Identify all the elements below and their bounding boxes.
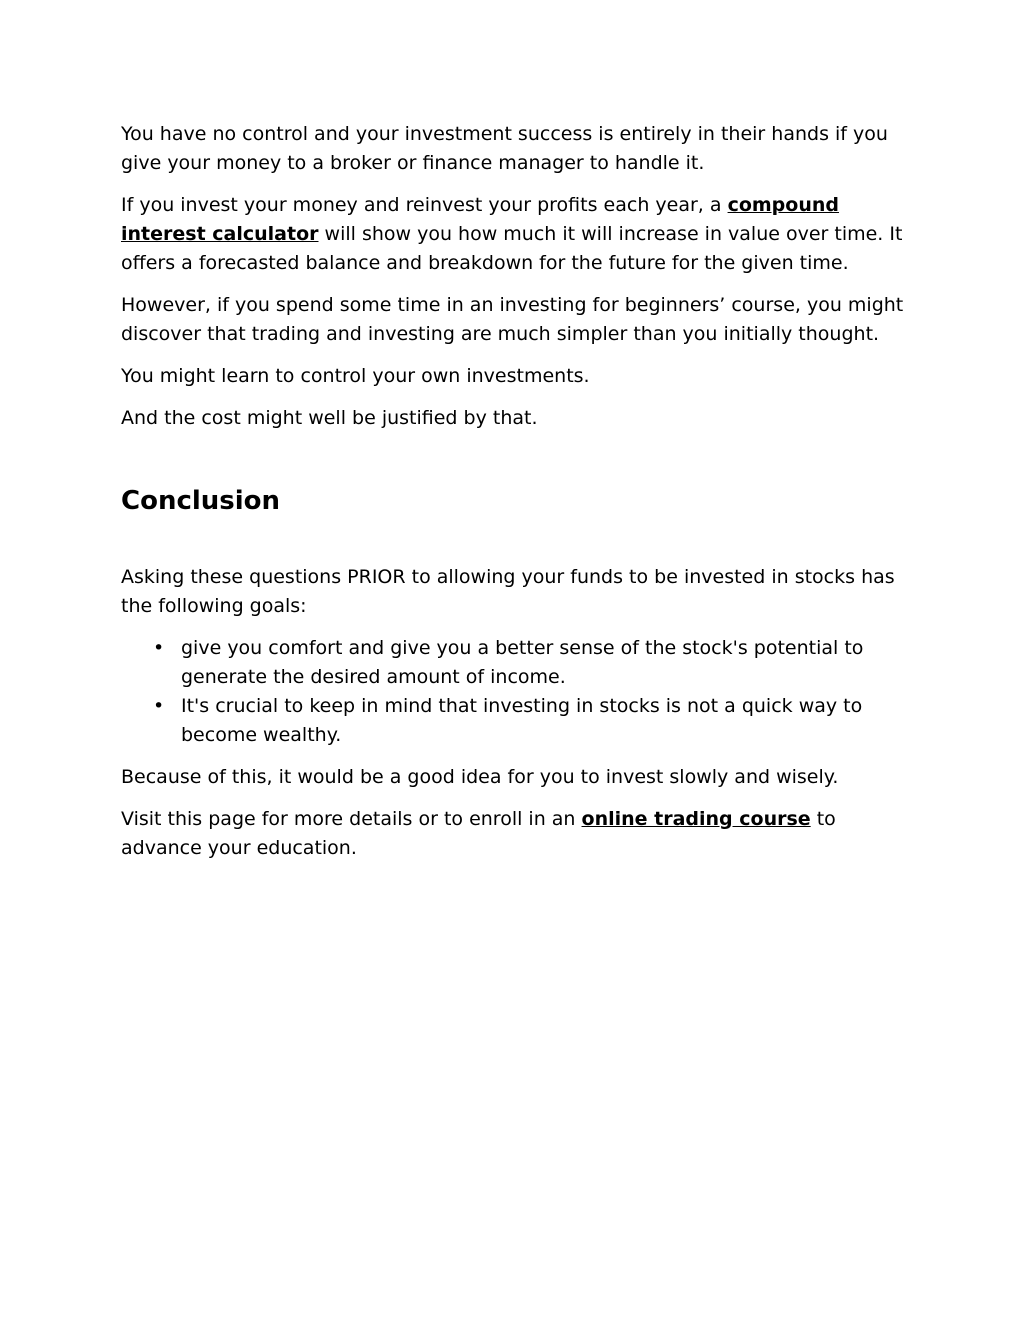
online-trading-course-link[interactable]: online trading course: [581, 808, 811, 830]
bullet-icon: •: [153, 637, 165, 659]
conclusion-heading: Conclusion: [121, 486, 281, 516]
paragraph-text: to advance your education.: [121, 808, 836, 859]
paragraph-text: will show you how much it will increase in value over time. It offers a forecasted balance and breakdown for the future for the given time.: [121, 223, 903, 274]
paragraph-compound-interest: [121, 191, 911, 278]
conclusion-intro: Asking these questions PRIOR to allowing your funds to be invested in stocks has the following goals:: [121, 566, 895, 617]
paragraph-broker-control: You have no control and your investment success is entirely in their hands if you give your money to a broker or finance manager to handle it.: [121, 123, 888, 174]
paragraph-control-investments: You might learn to control your own investments.: [121, 365, 590, 387]
paragraph-invest-slowly: Because of this, it would be a good idea for you to invest slowly and wisely.: [121, 766, 839, 788]
bullet-icon: •: [153, 695, 165, 717]
paragraph-text: Visit this page for more details or to enroll in an: [121, 808, 582, 830]
list-item-text: give you comfort and give you a better sense of the stock's potential to generate the desired amount of income.: [181, 637, 864, 688]
list-item: [153, 634, 911, 692]
list-item: [153, 692, 911, 750]
goals-list: [121, 634, 911, 750]
compound-interest-calculator-link[interactable]: compound interest calculator: [121, 194, 839, 245]
paragraph-beginners-course: However, if you spend some time in an investing for beginners’ course, you might discover that trading and investing are much simpler than you initially thought.: [121, 294, 904, 345]
document-page: [121, 120, 911, 876]
list-item-text: It's crucial to keep in mind that investing in stocks is not a quick way to become wealthy.: [181, 695, 863, 746]
paragraph-cost-justified: And the cost might well be justified by that.: [121, 407, 538, 429]
paragraph-visit-page: [121, 805, 911, 863]
paragraph-text: If you invest your money and reinvest your profits each year, a: [121, 194, 728, 216]
